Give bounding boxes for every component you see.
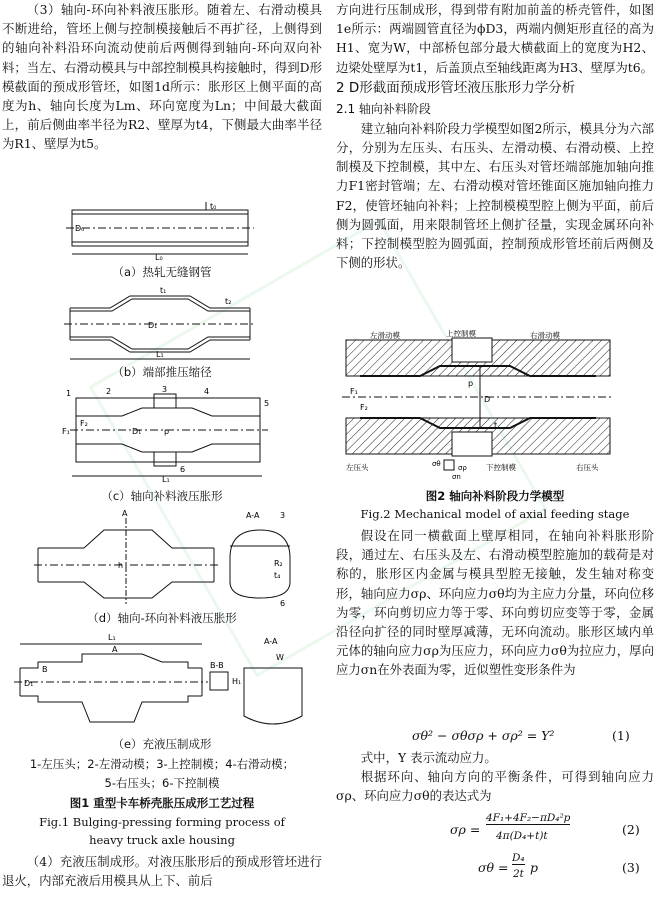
label-3: 3 [162, 386, 168, 394]
label-A-e: A [112, 645, 118, 654]
label-lower-control-die: 下控制模 [486, 463, 516, 472]
fig-1b-label: （b）端部推压缩径 [112, 365, 212, 379]
label-H1: H₁ [232, 677, 242, 686]
label-B-B: B-B [210, 661, 224, 670]
label-right-punch: 右压头 [576, 463, 599, 472]
label-t0: t₀ [210, 202, 217, 211]
label-L1: L₁ [156, 350, 164, 359]
label-L0: L₀ [155, 253, 163, 260]
label-R2: R₂ [274, 559, 283, 568]
label-L1-e: L₁ [108, 633, 116, 642]
label-D-fig2: D [484, 395, 491, 404]
equation-3-tail: p [530, 860, 539, 875]
fig-1-legend-line2: 5-右压头；6-下控制模 [104, 776, 220, 790]
right-column-lower [336, 526, 654, 680]
label-D1-c: D₁ [132, 427, 142, 436]
figure-1a-seamless-tube [60, 200, 260, 260]
label-D1: D₁ [148, 321, 158, 330]
label-p-fig2: p [468, 379, 474, 388]
label-4: 4 [204, 387, 210, 396]
label-D1-e: D₁ [24, 679, 34, 688]
equation-1-number: (1) [612, 728, 630, 743]
paragraph-axial-circumferential: （3）轴向-环向补料液压胀形。随着左、右滑动模具不断进给，管坯上侧与控制模接触后不再扩径，上侧得到的轴向补料沿环向流动使前后两侧得到轴向-环向双向补料；当左、右滑动模具与中部控制模具构接触时，得到D形模截面的预成形管坯，如图1d所示：胀形区上侧平面的高度为h、轴向长度为Lm、环向宽度为Ln；中间最大截面上，前后侧曲率半径为R2、壁厚为t4，下侧最大曲率半径为R1、壁厚为t5。 [2, 2, 322, 152]
label-W: W [276, 653, 284, 662]
label-F2: F₂ [80, 419, 88, 428]
equation-3-lhs: σθ = [478, 860, 509, 875]
figure-1e-liquid-filled-pressing [12, 632, 312, 736]
fig-2-caption-en: Fig.2 Mechanical model of axial feeding stage [360, 507, 630, 521]
label-right-slide-die: 右滑动模 [530, 331, 560, 340]
label-F1: F₁ [62, 427, 70, 436]
label-left-slide-die: 左滑动模 [370, 331, 400, 340]
equation-1: σθ² − σθσρ + σρ² = Y² [412, 728, 555, 743]
label-F1-fig2: F₁ [350, 387, 358, 396]
label-left-punch: 左压头 [346, 463, 369, 472]
equation-2-numerator: 4F₁+4F₂−πD₄²p [486, 812, 571, 824]
equation-1-note [336, 748, 654, 806]
fig-1a-label: （a）热轧无缝钢管 [112, 265, 212, 279]
label-A-A: A-A [246, 511, 260, 520]
label-A: A [122, 509, 128, 518]
label-p: p [164, 427, 170, 436]
label-3-d: 3 [280, 511, 286, 520]
paragraph-assumptions: 假设在同一横截面上壁厚相同，在轴向补料胀形阶段，通过左、右压头及左、右滑动模型腔施加的载荷是对称的，胀形区内金属与模具型腔无接触，发生轴对称变形，轴向应力σρ、环向应力σθ均为主应力分量，环向位移为零，环向剪切应力等于零、环向剪切应变等于零，金属沿径向扩径的同时壁厚减薄，无环向流动。胀形区域内单元体的轴向应力σρ为压应力，环向应力σθ为拉应力，厚向应力σn在外表面为零，近似塑性变形条件为 [336, 528, 654, 678]
label-6-d: 6 [280, 599, 286, 608]
label-sigma-n: σn [452, 473, 461, 480]
figure-2-mechanical-model [340, 330, 615, 480]
fig-1-legend-line1: 1-左压头；2-左滑动模；3-上控制模；4-右滑动模； [29, 757, 295, 771]
label-A-A-e: A-A [264, 637, 278, 646]
label-t4: t₄ [274, 571, 281, 580]
left-column-bottom [2, 852, 322, 890]
right-column [336, 0, 654, 272]
fig-1d-label: （d）轴向-环向补料液压胀形 [87, 611, 237, 625]
label-sigma-rho: σρ [458, 464, 467, 472]
fig-1c-label: （c）轴向补料液压胀形 [101, 489, 223, 503]
figure-1b-end-reducing [60, 284, 260, 362]
fig-1e-label: （e）充液压制成形 [112, 737, 212, 751]
eq1-note-text: 式中，Y 表示流动应力。 [360, 750, 497, 765]
label-sigma-theta: σθ [432, 460, 441, 468]
equation-3-numerator: D₄ [512, 852, 525, 864]
paragraph-equilibrium: 根据环向、轴向方向的平衡条件，可得到轴向应力σρ、环向应力σθ的表达式为 [336, 769, 654, 804]
equation-2-number: (2) [622, 822, 640, 837]
section-2-heading: 2 D形截面预成形管坯液压胀形力学分析 [336, 79, 576, 96]
label-2: 2 [106, 387, 112, 396]
fig-1-caption-cn: 图1 重型卡车桥壳胀压成形工艺过程 [69, 796, 255, 810]
equation-3-denominator: 2t [513, 868, 524, 880]
paragraph-pressing-continued: 方向进行压制成形，得到带有附加前盖的桥壳管件，如图1e所示：两端圆管直径为ϕD3，两端内侧矩形直径的高为H1、宽为W，中部桥包部分最大横截面上的宽度为H2、边梁处壁厚为t1，后盖顶点至轴线距离为H3、壁厚为t6。 [336, 2, 654, 75]
label-t1: t₁ [160, 286, 167, 295]
paragraph-axial-feeding-model: 建立轴向补料阶段力学模型如图2所示，模具分为六部分，分别为左压头、右压头、左滑动模、右滑动模、上控制模及下控制模，其中左、右压头对管坯端部施加轴向推力F1密封管端；左、右滑动模对管坯锥面区施加轴向推力F2，使管坯轴向补料；上控制模模型腔上侧为平面，前后侧为圆弧面，用来限制管坯上侧扩径量，实现金属环向补料；下控制模型腔为圆弧面，控制预成形管坯前后两侧及下侧的形状。 [336, 120, 654, 271]
label-1: 1 [66, 389, 72, 398]
label-t2: t₂ [225, 297, 232, 306]
figure-1d-axial-circumferential-bulging [34, 508, 294, 608]
label-5: 5 [264, 399, 270, 408]
equation-2-denominator: 4π(D₄+t)t [496, 830, 548, 842]
label-6: 6 [180, 465, 186, 474]
label-upper-control-die: 上控制模 [446, 330, 476, 338]
fig-1-caption-en-1: Fig.1 Bulging-pressing forming process of [39, 815, 285, 829]
fig-1-caption-en-2: heavy truck axle housing [89, 833, 235, 847]
fig-2-caption-cn: 图2 轴向补料阶段力学模型 [425, 489, 565, 503]
left-column [2, 0, 322, 154]
label-F2-fig2: F₂ [360, 403, 368, 412]
label-D0: D₀ [75, 224, 85, 233]
equation-2-lhs: σρ = [450, 822, 481, 837]
label-h: h [118, 561, 124, 570]
label-B: B [42, 665, 48, 674]
label-L1-c: L₁ [162, 475, 170, 482]
section-2-1-heading: 2.1 轴向补料阶段 [336, 101, 431, 116]
label-t-fig2: t [494, 421, 498, 430]
paragraph-liquid-pressing: （4）充液压制成形。对液压胀形后的预成形管坯进行退火，内部充液后用模具从上下、前后 [2, 854, 322, 889]
figure-1c-axial-feeding-bulging [62, 386, 274, 482]
equation-3-number: (3) [622, 860, 640, 875]
